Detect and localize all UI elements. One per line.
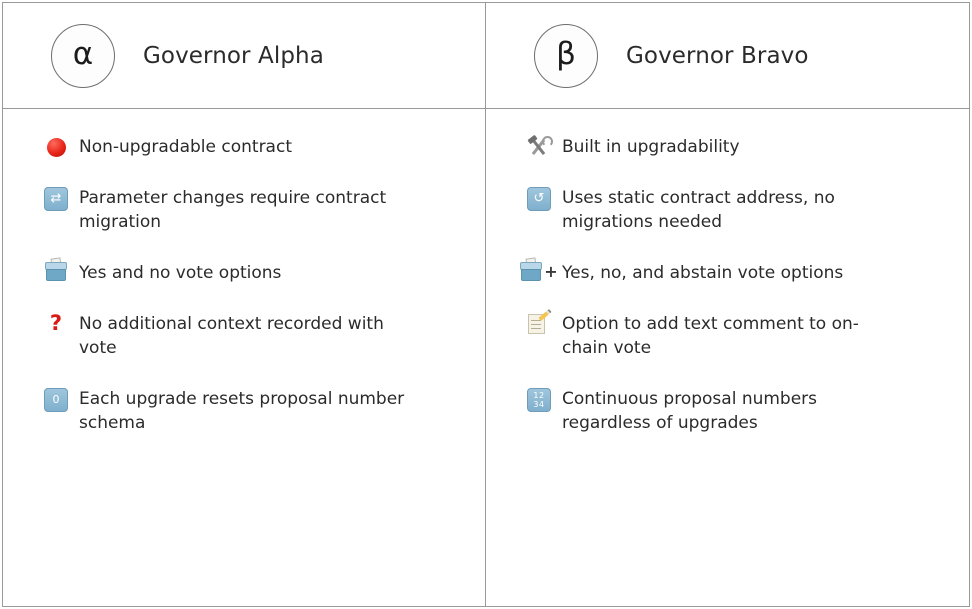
input-numbers-box-icon	[527, 388, 551, 412]
memo-icon	[528, 313, 550, 335]
feature-text: Each upgrade resets proposal number schema	[79, 388, 405, 434]
alpha-badge-symbol: α	[72, 36, 94, 72]
red-circle-icon	[47, 138, 66, 157]
shuffle-box-glyph: ⇄	[50, 191, 62, 207]
input-numbers-bottom: 34	[533, 399, 545, 409]
recycle-box-icon	[527, 187, 551, 211]
feature-text: Parameter changes require contract migration	[79, 187, 387, 233]
beta-badge-icon	[534, 24, 598, 88]
alpha-badge-icon	[51, 24, 115, 88]
table-body-row	[3, 109, 969, 606]
zero-digit-box-icon	[44, 388, 68, 412]
list-item	[33, 261, 459, 286]
list-item	[33, 312, 459, 361]
feature-list-bravo	[486, 109, 969, 606]
feature-text: Built in upgradability	[562, 137, 740, 157]
tools-icon	[528, 136, 550, 158]
feature-text: Yes, no, and abstain vote options	[562, 262, 844, 283]
feature-column-alpha	[3, 109, 486, 606]
feature-text: Uses static contract address, no migrations needed	[562, 187, 835, 233]
feature-text: Yes and no vote options	[79, 262, 282, 283]
feature-column-bravo	[486, 109, 969, 606]
zero-digit-glyph: 0	[52, 393, 60, 407]
list-item	[33, 135, 459, 160]
ballot-box-icon	[520, 262, 542, 282]
ballot-box-icon	[45, 262, 67, 282]
input-numbers-top: 12	[533, 390, 545, 400]
feature-text: Continuous proposal numbers regardless of upgrades	[562, 388, 818, 434]
list-item	[33, 387, 459, 436]
column-title-alpha: Governor Alpha	[143, 42, 324, 69]
list-item	[516, 312, 943, 361]
governor-comparison-table	[2, 2, 970, 607]
shuffle-box-icon	[44, 187, 68, 211]
feature-text: Non-upgradable contract	[79, 137, 292, 157]
header-cell-alpha	[3, 3, 486, 108]
plus-icon: +	[544, 262, 558, 282]
column-title-bravo: Governor Bravo	[626, 42, 809, 69]
header-cell-bravo	[486, 3, 969, 108]
feature-list-alpha	[3, 109, 485, 606]
feature-text: No additional context recorded with vote	[79, 313, 384, 359]
list-item	[516, 135, 943, 160]
feature-text: Option to add text comment to on-chain vote	[562, 313, 859, 359]
recycle-box-glyph: ↺	[533, 191, 545, 207]
list-item	[516, 261, 943, 286]
beta-badge-symbol: β	[556, 36, 576, 72]
red-question-mark-icon: ?	[49, 310, 63, 335]
list-item	[516, 186, 943, 235]
list-item	[33, 186, 459, 235]
table-header-row	[3, 3, 969, 109]
list-item	[516, 387, 943, 436]
